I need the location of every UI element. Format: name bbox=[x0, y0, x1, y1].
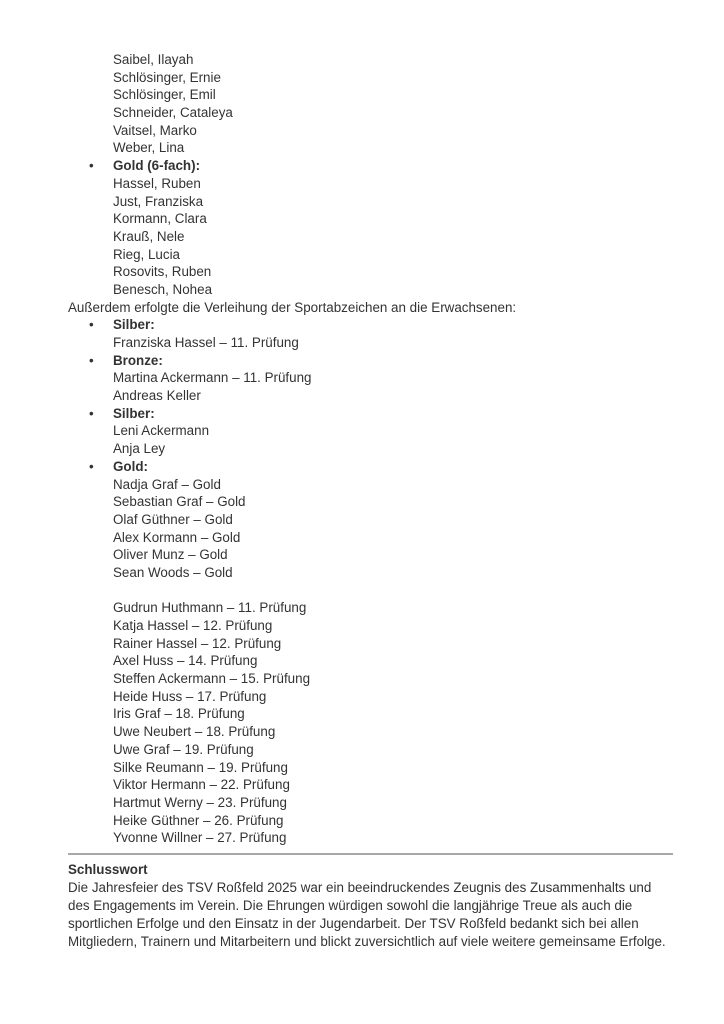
list-item: Hartmut Werny – 23. Prüfung bbox=[113, 794, 287, 810]
list-item: Anja Ley bbox=[113, 441, 166, 457]
document-page bbox=[68, 51, 673, 951]
group-heading bbox=[68, 458, 673, 476]
closing-section bbox=[68, 861, 673, 951]
list-item: Schlösinger, Emil bbox=[113, 87, 216, 103]
list-item: Saibel, Ilayah bbox=[113, 52, 194, 67]
list-item: Gudrun Huthmann – 11. Prüfung bbox=[113, 600, 307, 616]
list-item: Katja Hassel – 12. Prüfung bbox=[113, 618, 273, 633]
repeat-list bbox=[68, 599, 673, 847]
list-item: Yvonne Willner – 27. Prüfung bbox=[113, 830, 287, 846]
list-item: Sebastian Graf – Gold bbox=[113, 494, 246, 510]
list-item: Krauß, Nele bbox=[113, 228, 185, 244]
group-heading bbox=[68, 405, 673, 423]
bullet-icon: • bbox=[89, 158, 94, 174]
group-heading bbox=[68, 352, 673, 370]
list-item: Kormann, Clara bbox=[113, 211, 207, 227]
list-item: Hassel, Ruben bbox=[113, 175, 201, 191]
group-heading bbox=[68, 316, 673, 334]
adult-group-silber-1 bbox=[68, 316, 673, 351]
adult-group-bronze bbox=[68, 352, 673, 405]
group-heading bbox=[68, 157, 673, 175]
list-item: Weber, Lina bbox=[113, 140, 185, 156]
group-label: Silber: bbox=[113, 317, 155, 333]
list-item: Iris Graf – 18. Prüfung bbox=[113, 706, 245, 722]
list-item: Heide Huss – 17. Prüfung bbox=[113, 688, 267, 704]
list-item: Heike Güthner – 26. Prüfung bbox=[113, 812, 284, 828]
list-item: Olaf Güthner – Gold bbox=[113, 511, 233, 527]
closing-paragraph: Die Jahresfeier des TSV Roßfeld 2025 war ein beeindruckendes Zeugnis des Zusammenhalts und des Engagements im Verein. Die Ehrungen würdigen sowohl die langjährige Treue als auch die sportlichen Erfolge und den Einsatz in der Jugendarbeit. Der TSV Roßfeld bedankt sich bei allen Mitgliedern, Trainern und Mitarbeitern und blickt zuversichtlich auf viele weitere gemeinsame Erfolge. bbox=[68, 879, 666, 949]
adults-intro: Außerdem erfolgte die Verleihung der Sportabzeichen an die Erwachsenen: bbox=[68, 299, 517, 315]
list-item: Uwe Neubert – 18. Prüfung bbox=[113, 724, 276, 740]
adult-group-silber-2 bbox=[68, 405, 673, 458]
group-label: Bronze: bbox=[113, 352, 163, 368]
list-item: Viktor Hermann – 22. Prüfung bbox=[113, 777, 290, 793]
list-item: Alex Kormann – Gold bbox=[113, 529, 241, 545]
list-item: Vaitsel, Marko bbox=[113, 122, 197, 138]
list-item: Leni Ackermann bbox=[113, 423, 210, 439]
section-divider bbox=[68, 853, 673, 855]
group-label: Gold (6-fach): bbox=[113, 158, 201, 174]
gold-6fach-group bbox=[68, 157, 673, 299]
bullet-icon: • bbox=[89, 317, 94, 333]
adult-group-gold bbox=[68, 458, 673, 582]
list-item: Oliver Munz – Gold bbox=[113, 547, 228, 563]
list-item: Franziska Hassel – 11. Prüfung bbox=[113, 335, 299, 350]
bullet-icon: • bbox=[89, 458, 94, 474]
list-item: Nadja Graf – Gold bbox=[113, 476, 221, 492]
list-item: Benesch, Nohea bbox=[113, 281, 213, 297]
youth-list-tail bbox=[68, 51, 673, 157]
group-label: Gold: bbox=[113, 458, 148, 474]
blank-line bbox=[68, 582, 673, 600]
list-item: Schlösinger, Ernie bbox=[113, 69, 221, 85]
list-item: Martina Ackermann – 11. Prüfung bbox=[113, 370, 312, 386]
list-item: Schneider, Cataleya bbox=[113, 105, 233, 121]
bullet-icon: • bbox=[89, 405, 94, 421]
list-item: Rainer Hassel – 12. Prüfung bbox=[113, 635, 282, 651]
group-label: Silber: bbox=[113, 405, 155, 421]
bullet-icon: • bbox=[89, 352, 94, 368]
list-item: Silke Reumann – 19. Prüfung bbox=[113, 759, 288, 775]
list-item: Rieg, Lucia bbox=[113, 246, 180, 262]
list-item: Rosovits, Ruben bbox=[113, 264, 212, 280]
list-item: Andreas Keller bbox=[113, 388, 201, 404]
list-item: Steffen Ackermann – 15. Prüfung bbox=[113, 671, 311, 687]
list-item: Axel Huss – 14. Prüfung bbox=[113, 653, 258, 669]
list-item: Just, Franziska bbox=[113, 193, 204, 209]
list-item: Sean Woods – Gold bbox=[113, 564, 233, 580]
closing-heading: Schlusswort bbox=[68, 861, 148, 877]
list-item: Uwe Graf – 19. Prüfung bbox=[113, 741, 254, 757]
